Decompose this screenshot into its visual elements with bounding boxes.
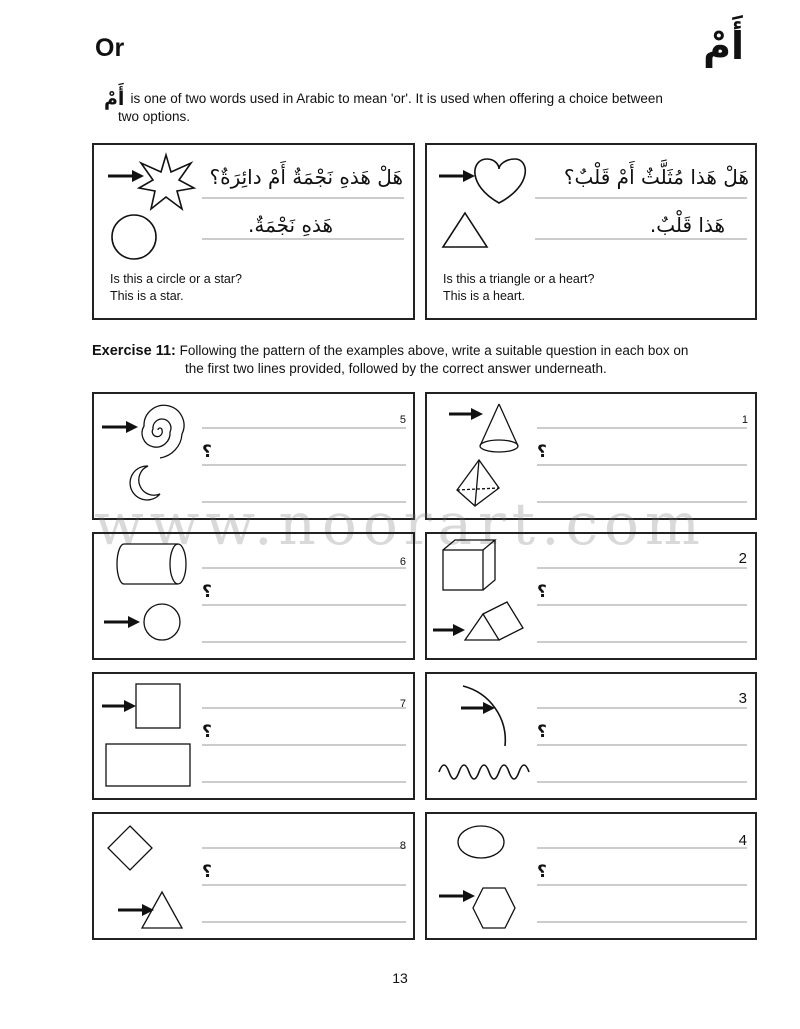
box-1-number: 1: [741, 414, 748, 426]
exercise-label: Exercise 11:: [92, 343, 176, 359]
example-heart-question-en: Is this a triangle or a heart?: [443, 272, 595, 286]
cylinder-shape: [117, 544, 186, 584]
arrow-icon: [102, 421, 138, 433]
rectangle-shape: [106, 744, 190, 786]
intro-line-2: two options.: [118, 109, 191, 124]
box-8-question-mark: ؟: [202, 862, 212, 882]
box-2-question-mark: ؟: [537, 582, 547, 602]
heart-shape: [475, 159, 525, 203]
box-6-question-mark: ؟: [202, 582, 212, 602]
arrow-icon: [449, 408, 483, 420]
example-heart-question: هَلْ هَذا مُثَلَّثٌ أَمْ قَلْبٌ؟: [563, 165, 749, 189]
page-title-ar: أَمْ: [703, 24, 744, 68]
box-6-number: 6: [399, 556, 406, 568]
box-6-shapes: [94, 534, 417, 662]
arrow-icon: [118, 904, 154, 916]
box-5-number: 5: [399, 414, 406, 426]
triangle-shape: [443, 213, 487, 247]
page-number: 13: [392, 970, 408, 986]
circle-shape: [112, 215, 156, 259]
cube-shape: [443, 540, 495, 590]
square-shape: [136, 684, 180, 728]
arrow-icon: [433, 624, 465, 636]
exercise-line-2: the first two lines provided, followed by the correct answer underneath.: [185, 361, 607, 376]
wavy-line-shape: [439, 765, 529, 779]
exercise-box-2: [425, 532, 757, 660]
example-heart-answer: هَذا قَلْبٌ.: [649, 213, 725, 237]
arrow-icon: [439, 890, 475, 902]
oval-shape: [458, 826, 504, 858]
box-7-number: 7: [399, 698, 406, 710]
box-3-shapes: [427, 674, 759, 802]
box-4-shapes: [427, 814, 759, 942]
arrow-icon: [104, 616, 140, 628]
box-8-shapes: [94, 814, 417, 942]
intro-paragraph: [104, 90, 724, 126]
example-star-answer: هَذهِ نَجْمَةٌ.: [248, 213, 333, 237]
box-1-question-mark: ؟: [537, 442, 547, 462]
exercise-box-4: [425, 812, 757, 940]
box-3-question-mark: ؟: [537, 722, 547, 742]
exercise-box-7: [92, 672, 415, 800]
circle-shape: [144, 604, 180, 640]
box-4-question-mark: ؟: [537, 862, 547, 882]
box-2-shapes: [427, 534, 759, 662]
exercise-box-3: [425, 672, 757, 800]
box-7-shapes: [94, 674, 417, 802]
watermark: www.noorart.com: [94, 490, 706, 558]
arrow-icon: [461, 702, 495, 714]
box-4-number: 4: [738, 832, 747, 849]
arrow-icon: [439, 170, 475, 182]
hexagon-shape: [473, 888, 515, 928]
page-title-en: Or: [95, 34, 125, 62]
arrow-icon: [102, 700, 136, 712]
intro-line-1: is one of two words used in Arabic to mean 'or'. It is used when offering a choice between: [130, 91, 663, 106]
example-box-heart: [425, 143, 757, 320]
example-star-answer-en: This is a star.: [110, 289, 184, 303]
example-star-question-en: Is this a circle or a star?: [110, 272, 242, 286]
arc-shape: [463, 686, 505, 746]
exercise-line-1: Following the pattern of the examples above, write a suitable question in each box on: [179, 343, 689, 358]
box-5-question-mark: ؟: [202, 442, 212, 462]
cone-shape: [480, 404, 518, 452]
prism-shape: [465, 602, 523, 640]
box-7-question-mark: ؟: [202, 722, 212, 742]
box-3-number: 3: [738, 690, 747, 707]
box-2-number: 2: [738, 550, 747, 567]
intro-arabic-word: أَمْ: [104, 88, 125, 110]
spiral-shape: [142, 405, 184, 458]
exercise-box-8: [92, 812, 415, 940]
example-star-question: هَلْ هَذهِ نَجْمَةٌ أَمْ دائِرَةٌ؟: [209, 165, 403, 189]
diamond-shape: [108, 826, 152, 870]
exercise-box-6: [92, 532, 415, 660]
exercise-instructions: [92, 342, 732, 378]
example-box-star: [92, 143, 415, 320]
star-shape: [139, 155, 194, 209]
example-heart-answer-en: This is a heart.: [443, 289, 525, 303]
box-8-number: 8: [399, 840, 406, 852]
arrow-icon: [108, 170, 144, 182]
